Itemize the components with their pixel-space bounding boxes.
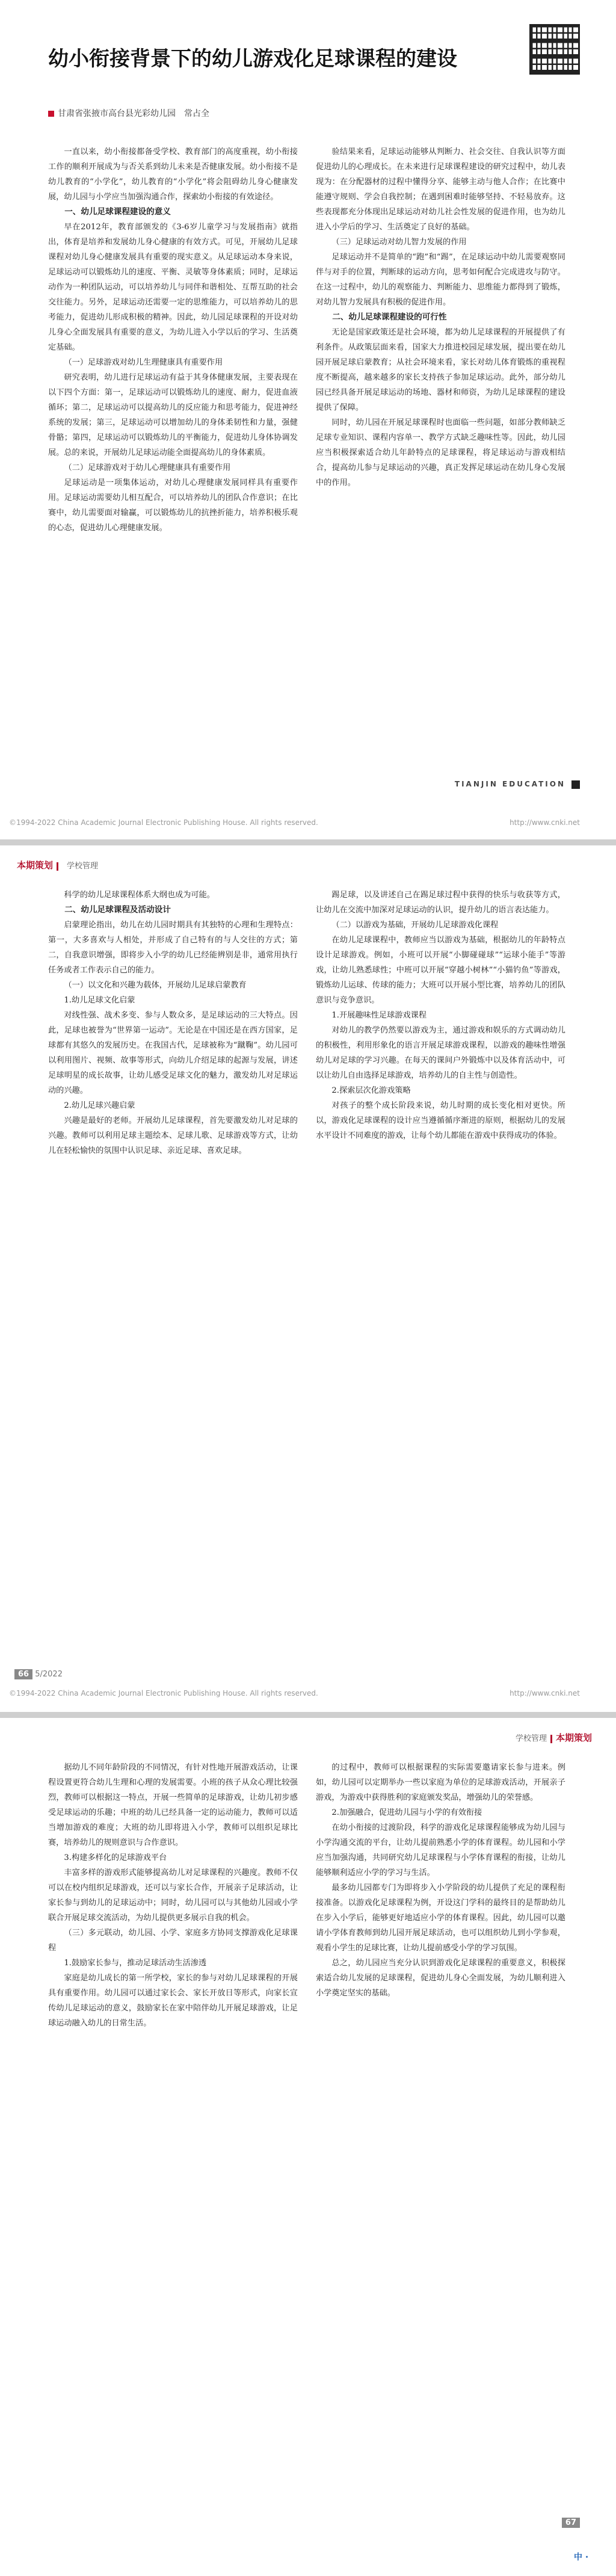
paragraph: 对孩子的整个成长阶段来说，幼儿时期的成长变化相对更快。所以，游戏化足球课程的设计应当遵循循序渐进的原则，根据幼儿的发展水平设计不同难度的游戏，让每个幼儿都能在游戏中获得成功的体验。 [316,1101,565,1140]
page-3 [0,1718,616,2576]
copyright: ©1994-2022 China Academic Journal Electronic Publishing House. All rights reserved. [9,1689,318,1697]
paragraph: 在幼儿足球课程中，教师应当以游戏为基础，根据幼儿的年龄特点设计足球游戏。例如，小班可以开展“小脚碰碰球”“运球小能手”等游戏，让幼儿熟悉球性；中班可以开展“穿越小树林”“小猫钓鱼”等游戏，锻炼幼儿运球、传球的能力；大班可以开展小型比赛，培养幼儿的团队意识与竞争意识。 [316,936,565,1005]
paragraph: 兴趣是最好的老师。开展幼儿足球课程，首先要激发幼儿对足球的兴趣。教师可以利用足球主题绘本、足球儿歌、足球游戏等方式，让幼儿在轻松愉快的氛围中认识足球、亲近足球、喜欢足球。 [48,1116,298,1155]
section-subtitle: 学校管理 [67,862,99,871]
author-name: 常占全 [184,109,209,119]
page-number: 66 5/2022 [14,1670,63,1679]
column-left [48,1760,298,2031]
paragraph: 2.加强融合，促进幼儿园与小学的有效衔接 [331,1808,482,1817]
paragraph: 足球运动是一项集体运动，对幼儿心理健康发展同样具有重要作用。足球运动需要幼儿相互配合，可以培养幼儿的团队合作意识；在比赛中，幼儿需要面对输赢，可以锻炼幼儿的抗挫折能力，培养积极乐观的心态，促进幼儿心理健康发展。 [48,478,298,533]
paragraph: 据幼儿不同年龄阶段的不同情况，有针对性地开展游戏活动，让课程设置更符合幼儿生理和心理的发展需要。小班的孩子从众心理比较强烈，教师可以根据这一特点，开展一些简单的足球游戏，让幼儿初步感受足球运动的乐趣；中班的幼儿已经具备一定的运动能力，教师可以适当增加游戏的难度；大班的幼儿即将进入小学，教师可以组织足球比赛，培养幼儿的规则意识与合作意识。 [48,1763,298,1847]
paragraph: 无论是国家政策还是社会环境，都为幼儿足球课程的开展提供了有利条件。从政策层面来看，国家大力推进校园足球发展，提出要在幼儿园开展足球启蒙教育；从社会环境来看，家长对幼儿体育锻炼的重视程度不断提高，越来越多的家长支持孩子参加足球运动。此外，部分幼儿园已经具备开展足球运动的场地、器材和师资，为幼儿足球课程的建设提供了保障。 [316,328,565,412]
author-org: 甘肃省张掖市高台县光彩幼儿园 [58,109,176,119]
paragraph: 早在2012年，教育部颁发的《3-6岁儿童学习与发展指南》就指出，体育是培养和发展幼儿身心健康的有效方式。可见，开展幼儿足球课程对幼儿身心健康发展具有重要的现实意义。从足球运动本身来说，足球运动可以锻炼幼儿的速度、平衡、灵敏等身体素质；同时，足球运动作为一种团队运动，可以培养幼儿与同伴和谐相处、互帮互助的社会交往能力。另外，足球运动还需要一定的思维能力，可以培养幼儿的思考能力，促进幼儿形成积极的精神。因此，幼儿园足球课程的开设对幼儿身心全面发展具有重要的意义，为幼儿进入小学以后的学习、生活奠定基础。 [48,223,298,352]
paragraph: （三）多元联动，幼儿园、小学、家庭多方协同支撑游戏化足球课程 [48,1929,298,1953]
paragraph: 足球运动并不是简单的“跑”和“踢”，在足球运动中幼儿需要观察同伴与对手的位置，判断球的运动方向，思考如何配合完成进攻与防守。在这一过程中，幼儿的观察能力、判断能力、思维能力都得到了锻炼，对幼儿智力发展具有积极的促进作用。 [316,253,565,307]
paragraph: 科学的幼儿足球课程体系大纲也成为可能。 [64,891,215,900]
paragraph: 1.鼓励家长参与，推动足球活动生活渗透 [64,1959,207,1968]
paragraph: 2.幼儿足球兴趣启蒙 [64,1101,135,1110]
page-gap [0,1712,616,1718]
paragraph: 对幼儿的教学仍然要以游戏为主，通过游戏和娱乐的方式调动幼儿的积极性，利用形象化的语言开展足球游戏课程，以游戏的趣味性增强幼儿对足球的学习兴趣。在每天的课间户外锻炼中以及体育活动中，可以让幼儿自由选择足球游戏，培养幼儿的自主性与创造性。 [316,1026,565,1080]
column-right [316,888,565,1158]
paragraph: （三）足球运动对幼儿智力发展的作用 [331,238,467,247]
paragraph: 验结果来看，足球运动能够从判断力、社会交往、自我认识等方面促进幼儿的心理成长。在未来进行足球课程建设的研究过程中，幼儿表现为：在分配器材的过程中懂得分享、能够主动与他人合作；在比赛中能遵守规则、学会自我控制；在遇到困难时能够坚持、不轻易放弃。这些表现都充分体现出足球运动对幼儿社会性发展的促进作用，也为幼儿进入小学后的学习、生活奠定了良好的基础。 [316,147,565,232]
paragraph: 的过程中，教师可以根据课程的实际需要邀请家长参与进来。例如，幼儿园可以定期举办一些以家庭为单位的足球游戏活动，开展亲子游戏，为游戏中获得胜利的家庭颁发奖品，增强幼儿的荣誉感。 [316,1763,565,1802]
column-right [316,1760,565,2031]
section-bar-icon [550,1735,552,1743]
author-line [48,107,209,119]
logo-icon: 中 · [574,2553,589,2562]
author-mark-icon [48,111,54,117]
issue: 5/2022 [35,1670,63,1679]
body-columns [48,1760,565,2031]
section-heading: 二、幼儿足球课程建设的可行性 [332,312,447,322]
paragraph: 同时，幼儿园在开展足球课程时也面临一些问题，如部分教师缺乏足球专业知识、课程内容单一、教学方式缺乏趣味性等。因此，幼儿园应当积极探索适合幼儿年龄特点的足球课程，将足球运动与游戏相结合，提高幼儿参与足球运动的兴趣，真正发挥足球运动在幼儿身心发展中的作用。 [316,418,565,487]
copyright: ©1994-2022 China Academic Journal Electronic Publishing House. All rights reserved. [9,818,318,827]
paragraph: 启蒙理论指出，幼儿在幼儿园时期具有其独特的心理和生理特点：第一，大多喜欢与人相处，并形成了自己特有的与人交往的方式；第二，自我意识增强，即将步入小学的幼儿已经能辨别是非，通常用执行任务或者工作表示自己的能力。 [48,921,298,975]
article-title: 幼小衔接背景下的幼儿游戏化足球课程的建设 [48,47,457,71]
paragraph: 在幼小衔接的过渡阶段，科学的游戏化足球课程能够成为幼儿园与小学沟通交流的平台，让幼儿提前熟悉小学的体育课程。幼儿园和小学应当加强沟通，共同研究幼儿足球课程与小学体育课程的衔接，让幼儿能够顺利适应小学的学习与生活。 [316,1823,565,1877]
paragraph: 丰富多样的游戏形式能够提高幼儿对足球课程的兴趣度。教师不仅可以在校内组织足球游戏，还可以与家长合作，开展亲子足球活动，让家长参与到幼儿的足球运动中；同时，幼儿园可以与其他幼儿园或小学联合开展足球交流活动，为幼儿提供更多展示自我的机会。 [48,1868,298,1923]
paragraph: 2.探索层次化游戏策略 [331,1086,411,1095]
column-left [48,144,298,536]
paragraph: 研究表明，幼儿进行足球运动有益于其身体健康发展，主要表现在以下四个方面：第一，足球运动可以锻炼幼儿的速度、耐力，促进血液循环；第二，足球运动可以提高幼儿的反应能力和思考能力，促进神经系统的发展；第三，足球运动可以增加幼儿的身体柔韧性和力量，强健骨骼；第四，足球运动可以锻炼幼儿的平衡能力，促进幼儿身体协调发展。总的来说，开展幼儿足球运动能全面提高幼儿的身体素质。 [48,373,298,457]
paragraph: 对线性强、战术多变、参与人数众多，是足球运动的三大特点。因此，足球也被誉为“世界第一运动”。无论是在中国还是在西方国家，足球都有其悠久的发展历史。在我国古代，足球被称为“蹴鞠”。幼儿园可以利用图片、视频、故事等形式，向幼儿介绍足球的起源与发展，讲述足球明星的成长故事，让幼儿感受足球文化的魅力，激发幼儿对足球运动的兴趣。 [48,1011,298,1095]
section-title: 本期策划 [17,860,54,871]
page-1 [0,0,616,839]
paragraph: 踢足球，以及讲述自己在踢足球过程中获得的快乐与收获等方式，让幼儿在交流中加深对足球运动的认识，提升幼儿的语言表达能力。 [316,891,565,915]
page-2 [0,845,616,1712]
footer-url[interactable]: http://www.cnki.net [510,1689,580,1697]
paragraph: 一直以来，幼小衔接都备受学校、教育部门的高度重视，幼小衔接工作的顺利开展成为与否关系到幼儿未来是否健康发展。幼小衔接不是幼儿教育的“小学化”，幼儿教育的“小学化”将会阻碍幼儿身心健康发展，幼儿园与小学应当加强沟通合作，探索幼小衔接的有效途径。 [48,147,298,202]
paragraph: （二）以游戏为基础，开展幼儿足球游戏化课程 [331,921,499,930]
paragraph: 1.幼儿足球文化启蒙 [64,996,135,1005]
column-right [316,144,565,536]
body-columns [48,144,565,536]
column-left [48,888,298,1158]
footer-url[interactable]: http://www.cnki.net [510,818,580,827]
section-tag [17,859,98,871]
paragraph: （一）足球游戏对幼儿生理健康具有重要作用 [64,358,223,367]
magazine-name: TIANJIN EDUCATION [455,780,580,789]
paragraph: （二）足球游戏对于幼儿心理健康具有重要作用 [64,463,231,472]
section-bar-icon [57,862,58,871]
section-tag [511,1731,592,1744]
section-heading: 一、幼儿足球课程建设的意义 [64,207,171,217]
paragraph: （一）以文化和兴趣为载体，开展幼儿足球启蒙教育 [64,981,247,990]
section-subtitle: 学校管理 [515,1734,547,1743]
paragraph: 家庭是幼儿成长的第一所学校，家长的参与对幼儿足球课程的开展具有重要作用。幼儿园可以通过家长会、家长开放日等形式，向家长宣传幼儿足球运动的意义，鼓励家长在家中陪伴幼儿开展足球游戏，让足球运动融入幼儿的日常生活。 [48,1974,298,2028]
body-columns [48,888,565,1158]
page-number: 67 [562,2518,580,2527]
paragraph: 1.开展趣味性足球游戏课程 [331,1011,427,1020]
section-heading: 二、幼儿足球课程及活动设计 [64,905,171,915]
qr-code-icon [529,24,580,75]
paragraph: 最多幼儿园都专门为即将步入小学阶段的幼儿提供了充足的课程衔接准备。以游戏化足球课程为例，开设这门学科的最终目的是帮助幼儿在步入小学后，能够更好地适应小学的体育课程。因此，幼儿园可以邀请小学体育教师到幼儿园开展足球活动，也可以组织幼儿到小学参观，观看小学生的足球比赛，让幼儿提前感受小学的学习氛围。 [316,1883,565,1953]
paragraph: 3.构建多样化的足球游戏平台 [64,1853,167,1862]
paragraph: 总之，幼儿园应当充分认识到游戏化足球课程的重要意义，积极探索适合幼儿发展的足球课程，促进幼儿身心全面发展，为幼儿顺利进入小学奠定坚实的基础。 [316,1959,565,1998]
page-gap [0,839,616,845]
section-title: 本期策划 [555,1732,592,1743]
